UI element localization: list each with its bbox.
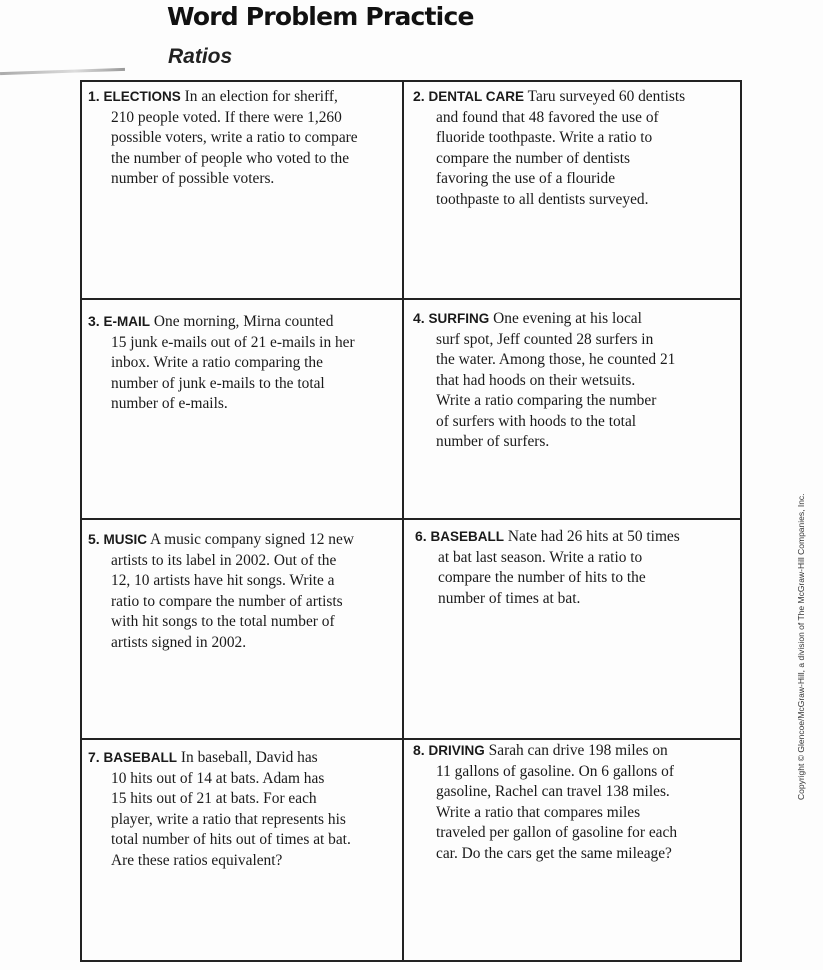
problem-text-line: fluoride toothpaste. Write a ratio to [436, 129, 653, 146]
problem-text-line: that had hoods on their wetsuits. [436, 371, 636, 389]
problem-number: 8. [413, 742, 425, 758]
problem-number: 7. [88, 749, 100, 765]
problem-text-line: 15 junk e-mails out of 21 e-mails in her [111, 333, 355, 351]
problem-number: 4. [413, 310, 425, 326]
problem-text: One morning, Mirna counted [153, 313, 334, 330]
problem-text-line: compare the number of hits to the [438, 569, 646, 586]
problem-first-line [413, 86, 733, 108]
problem-text-line: number of possible voters. [111, 170, 275, 187]
problem-first-line [413, 308, 733, 330]
problem-text-line: with hit songs to the total number of [111, 613, 335, 630]
problem-text-line: 210 people voted. If there were 1,260 [111, 108, 342, 126]
problem-number: 5. [88, 531, 100, 547]
problem-topic: DRIVING [428, 743, 485, 758]
problem-number: 1. [88, 88, 100, 104]
problem-text-line: 12, 10 artists have hit songs. Write a [111, 572, 335, 589]
problem-text-line: Are these ratios equivalent? [111, 851, 283, 869]
problem-topic: SURFING [428, 311, 490, 326]
problem-topic: DENTAL CARE [428, 89, 525, 104]
problem-text-line: of surfers with hoods to the total [436, 412, 637, 430]
problem-text-line: 10 hits out of 14 at bats. Adam has [111, 769, 325, 787]
problem-text-line: the water. Among those, he counted 21 [436, 351, 676, 368]
problem-text: Sarah can drive 198 miles on [488, 742, 668, 759]
row-divider [82, 518, 740, 520]
problem-first-line [88, 311, 408, 333]
problem-text-line: the number of people who voted to the [111, 149, 350, 167]
problem-text-line: number of e-mails. [111, 395, 228, 412]
problem-text-line: artists signed in 2002. [111, 633, 247, 651]
problem-text-line: possible voters, write a ratio to compare [111, 129, 358, 146]
problem-text-line: 11 gallons of gasoline. On 6 gallons of [436, 762, 674, 780]
problem-7 [88, 747, 408, 871]
problem-text-line: favoring the use of a flouride [436, 170, 616, 187]
problem-text-line: toothpaste to all dentists surveyed. [436, 190, 649, 208]
problem-text-line: number of times at bat. [438, 589, 581, 607]
problem-text-line: ratio to compare the number of artists [111, 592, 343, 610]
scan-mark [0, 68, 125, 75]
problem-text: In baseball, David has [180, 749, 318, 766]
problem-8 [413, 740, 733, 864]
problem-topic: ELECTIONS [103, 89, 181, 104]
problem-text-line: car. Do the cars get the same mileage? [436, 844, 672, 862]
problem-text-line: inbox. Write a ratio comparing the [111, 354, 323, 371]
problem-text: Taru surveyed 60 dentists [527, 88, 686, 105]
problem-2 [413, 86, 733, 210]
problem-text: Nate had 26 hits at 50 times [507, 528, 680, 545]
problem-text-line: gasoline, Rachel can travel 138 miles. [436, 783, 670, 800]
problem-1 [88, 86, 408, 190]
problem-text-line: Write a ratio comparing the number [436, 392, 657, 409]
problem-text-line: and found that 48 favored the use of [436, 108, 659, 126]
problem-text: A music company signed 12 new [150, 531, 354, 548]
page-title: Word Problem Practice [167, 2, 474, 31]
problem-first-line [88, 747, 408, 769]
problem-text-line: number of surfers. [436, 433, 550, 450]
problem-number: 2. [413, 88, 425, 104]
problem-text-line: artists to its label in 2002. Out of the [111, 551, 337, 569]
problem-5 [88, 529, 408, 653]
problem-4 [413, 308, 733, 453]
problem-text-line: compare the number of dentists [436, 149, 631, 167]
problem-text-line: number of junk e-mails to the total [111, 374, 325, 392]
problem-text-line: at bat last season. Write a ratio to [438, 548, 643, 566]
page-subtitle: Ratios [168, 45, 233, 68]
problem-text-line: surf spot, Jeff counted 28 surfers in [436, 330, 654, 348]
problem-number: 3. [88, 313, 100, 329]
row-divider [82, 298, 740, 300]
problem-text: One evening at his local [493, 310, 642, 327]
problem-first-line [413, 740, 733, 762]
problem-6 [415, 526, 735, 609]
problem-topic: BASEBALL [430, 529, 505, 544]
copyright-notice: Copyright © Glencoe/McGraw-Hill, a division of The McGraw-Hill Companies, Inc. [796, 493, 806, 800]
problem-first-line [88, 86, 408, 108]
problem-number: 6. [415, 528, 427, 544]
problem-topic: E-MAIL [103, 314, 151, 329]
problem-3 [88, 311, 408, 415]
problem-text-line: Write a ratio that compares miles [436, 803, 641, 821]
problem-text-line: traveled per gallon of gasoline for each [436, 824, 678, 841]
problem-topic: MUSIC [103, 532, 148, 547]
problem-topic: BASEBALL [103, 750, 178, 765]
problem-first-line [88, 529, 408, 551]
problem-text-line: total number of hits out of times at bat. [111, 831, 351, 848]
problem-text-line: player, write a ratio that represents his [111, 810, 346, 828]
problem-text-line: 15 hits out of 21 at bats. For each [111, 790, 317, 807]
problem-text: In an election for sheriff, [184, 88, 338, 105]
problem-first-line [415, 526, 735, 548]
